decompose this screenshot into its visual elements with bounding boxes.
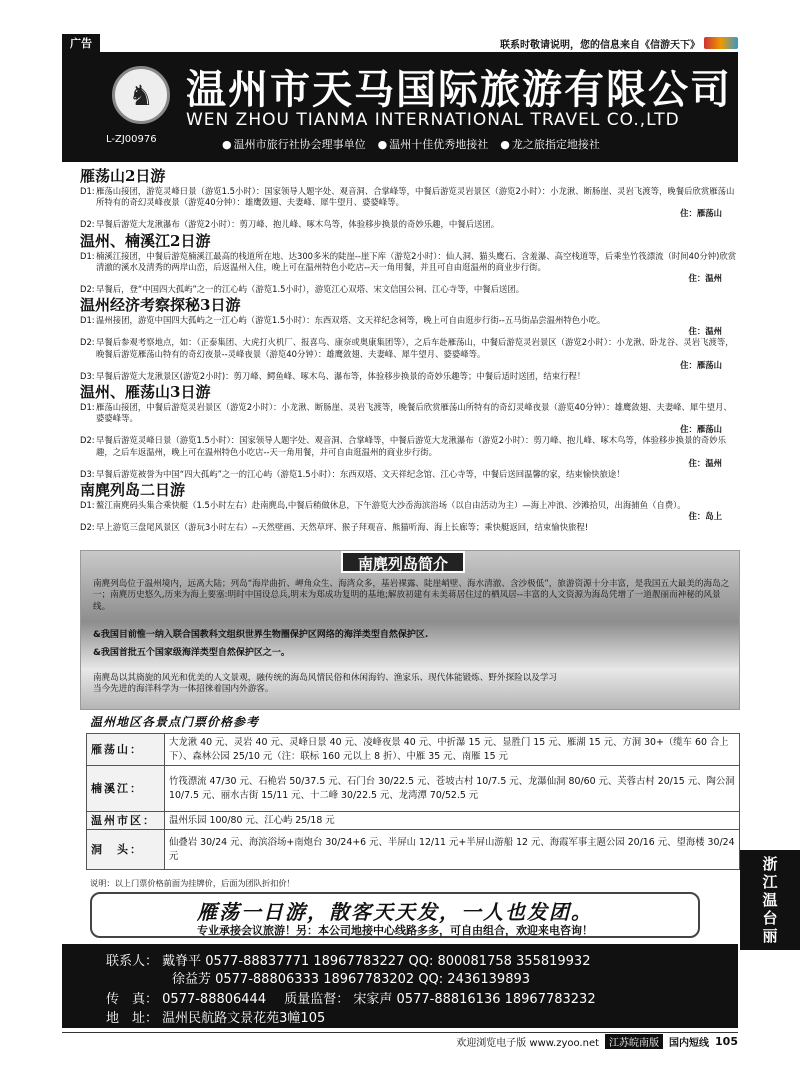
itinerary-title: 温州经济考察探秘3日游 [80, 296, 241, 315]
overnight-location: 住：温州 [688, 273, 722, 284]
price-table [86, 733, 740, 870]
overnight-location: 住：雁荡山 [680, 424, 722, 435]
contact-row [106, 988, 596, 1007]
price-cell: 仙叠岩 30/24 元、海滨浴场+南炮台 30/24+6 元、半屏山 12/11 元+半屏山游船 12 元、海霞军事主题公园 20/16 元、望海楼 30/24 元 [165, 830, 740, 870]
contact-person-2: 徐益芳 0577-88806333 18967783202 QQ: 2436139893 [172, 972, 531, 987]
itinerary-block [80, 167, 740, 231]
day-text: 早餐后游览大龙湫景区(游览2小时)：剪刀峰、鳄鱼峰、啄木鸟、瀑布等，体验移步换景的奇妙乐趣等；中餐后适时送团，结束行程！ [96, 370, 586, 381]
price-cell: 大龙湫 40 元、灵岩 40 元、灵峰日景 40 元、凌峰夜景 40 元、中折瀑 15 元、显胜门 15 元、雁湖 15 元、方洞 30+（缆车 60 合上下）、森林公园 25/10 元（注：联标 160 元以上 8 折）、中雁 35 元、南雁 15 元 [165, 734, 740, 766]
day-label: D1: [80, 315, 95, 326]
overnight-location: 住：岛上 [688, 511, 722, 522]
day-label: D2: [80, 435, 95, 446]
side-tab-char: 丽 [762, 927, 778, 945]
contact-row [106, 1007, 325, 1026]
price-cell: 温州乐园 100/80 元、江心屿 25/18 元 [165, 812, 740, 830]
table-row [87, 766, 740, 812]
day-label: D2: [80, 219, 95, 230]
address-label: 地 址： [106, 1011, 159, 1026]
table-row [87, 812, 740, 830]
day-label: D2: [80, 337, 95, 348]
price-title: 温州地区各景点门票价格参考 [90, 715, 260, 729]
day-label: D1: [80, 402, 95, 413]
day-text: 早上游览三盘尾风景区（游玩3小时左右）--天然壁画、天然草坪、猴子拜观音、熊猫听海、海上长廊等；乘快艇返回，结束愉快旅程! [96, 522, 589, 533]
ad-tag: 广告 [62, 34, 100, 52]
day-label: D2: [80, 522, 95, 533]
itinerary-block [80, 481, 740, 533]
itinerary-block [80, 232, 740, 296]
quality-contact: 宋家声 0577-88816136 18967783232 [353, 992, 596, 1007]
itinerary-day [80, 522, 740, 533]
license-number: L-ZJ00976 [106, 134, 157, 145]
day-text: 雁荡山接团，游览灵峰日景（游览1.5小时）：国家领导人题字处、观音洞、合掌峰等，中餐后游览灵岩景区（游览2小时）：小龙湫、断肠崖、灵岩飞渡等，晚餐后欣赏雁荡山所特有的奇幻灵峰夜景（游览40分钟）：雄鹰敛翅、夫妻峰、犀牛望月、婆婆峰等。 [96, 186, 735, 208]
area-cell: 楠溪江： [87, 766, 165, 812]
table-row [87, 830, 740, 870]
page-number: 105 [715, 1035, 738, 1048]
overnight-location: 住：温州 [688, 326, 722, 337]
contact-person-1: 戴脊平 0577-88837771 18967783227 QQ: 800081758 355819932 [162, 954, 591, 969]
company-name-cn: 温州市天马国际旅游有限公司 [186, 66, 732, 113]
day-text: 早餐后游览灵峰日景（游览1.5小时）：国家领导人题字处、观音洞、合掌峰等，中餐后游览大龙湫瀑布（游览2小时）：剪刀峰、抱儿峰、啄木鸟等，体验移步换景的奇妙乐趣，之后车返温州，晚上可在温州特色小吃店--天一角用餐，并可自由逛温州的商业步行街。 [96, 435, 727, 457]
day-label: D3: [80, 468, 95, 479]
itinerary-day [80, 315, 740, 326]
day-text: 早餐后游览大龙湫瀑布（游览2小时）：剪刀峰、抱儿峰、啄木鸟等，体验移步换景的奇妙乐趣，中餐后送团。 [96, 219, 500, 230]
credential-item: ● 温州十佳优秀地接社 [378, 136, 489, 152]
itinerary-day [80, 284, 740, 295]
company-header [62, 52, 738, 162]
contact-block [62, 944, 738, 1028]
fax-label: 传 真： [106, 992, 159, 1007]
nanji-feature: &我国目前惟一纳入联合国教科文组织世界生物圈保护区网络的海洋类型自然保护区. [93, 630, 429, 640]
price-cell: 竹筏漂流 47/30 元、石桅岩 50/37.5 元、石门台 30/22.5 元、苍坡古村 10/7.5 元、龙瀑仙洞 80/60 元、芙蓉古村 20/15 元、陶公洞 10/7.5 元、丽水古街 15/11 元、十二峰 30/22.5 元、龙湾潭 70/52.5 元 [165, 766, 740, 812]
source-note [500, 36, 738, 51]
day-text: 雁荡山接团，中餐后游览灵岩景区（游览2小时）：小龙湫、断肠崖、灵岩飞渡等，晚餐后欣赏雁荡山所特有的奇幻灵峰夜景（游览40分钟）：雄鹰敛翅、夫妻峰、犀牛望月、婆婆峰等。 [96, 402, 732, 424]
overnight-location: 住：雁荡山 [680, 359, 722, 370]
ebook-link[interactable]: 欢迎浏览电子版 www.zyoo.net [456, 1038, 600, 1049]
quality-label: 质量监督： [284, 992, 350, 1007]
itinerary-day [80, 435, 740, 457]
itinerary-day [80, 186, 740, 208]
day-text: 楠溪江接团，中餐后游览楠溪江最高的栈道所在地、达300多米的陡崖--崖下库（游览2小时）：仙人洞、猫头鹰石、含羞瀑、高空栈道等，后乘坐竹筏漂流（时间40分钟)欣赏清澈的溪水及清秀的两岸山峦，后返温州入住，晚上可在温州特色小吃店--天一角用餐，并且可自由逛温州的商业步行街。 [96, 250, 737, 272]
area-cell: 温州市区： [87, 812, 165, 830]
address: 温州民航路文景花苑3幢105 [162, 1011, 326, 1026]
contact-label: 联系人： [106, 954, 159, 969]
promo-headline: 雁荡一日游，散客天天发，一人也发团。 [197, 900, 593, 924]
day-text: 温州接团，游览中国四大孤屿之一江心屿（游览1.5小时）：东西双塔、文天祥纪念祠等，晚上可自由逛步行街--五马街品尝温州特色小吃。 [96, 315, 606, 326]
itinerary-block [80, 296, 740, 382]
section-name: 国内短线 [669, 1038, 710, 1049]
itinerary-day [80, 337, 740, 359]
day-label: D3: [80, 370, 95, 381]
day-text: 早餐后，登“中国四大孤屿”之一的江心屿（游览1.5小时），游览江心双塔、宋文信国公祠、江心寺等，中餐后送团。 [96, 284, 525, 295]
area-cell: 雁荡山： [87, 734, 165, 766]
promo-banner [90, 892, 700, 938]
side-tab-char: 浙 [762, 855, 778, 873]
promo-subline: 专业承接会议旅游！另：本公司地接中心线路多多，可自由组合，欢迎来电咨询！ [197, 924, 593, 937]
region-side-tab [740, 850, 800, 950]
nanji-title: 南麂列岛简介 [341, 551, 465, 573]
day-label: D1: [80, 500, 95, 511]
nanji-paragraph: 南麂列岛位于温州境内，远离大陆；列岛“海岸曲折、岬角众生、海湾众多，基岩裸露、陡崖峭壁、海水清澈、含沙极低”，旅游资源十分丰富，是我国五大最美的海岛之一；南麂历史悠久,历来为海上要塞:明时中国设总兵,明末为郑成功复明的基地;解放初建有未美蒋居住过的栖凤居--丰富的人文资源为海岛凭增了一道靓丽而神秘的风景线。 [93, 579, 730, 612]
itinerary-day [80, 469, 740, 480]
source-note-text: 联系时敬请说明，您的信息来自《信游天下》 [500, 39, 700, 51]
price-footnote: 说明：以上门票价格前面为挂牌价，后面为团队折扣价！ [90, 878, 295, 888]
edition-badge: 江苏皖南版 [605, 1034, 663, 1049]
company-name-en: WEN ZHOU TIANMA INTERNATIONAL TRAVEL CO.,LTD [186, 110, 680, 130]
side-tab-char: 台 [762, 909, 778, 927]
itinerary-list [80, 167, 740, 534]
nanji-feature: &我国首批五个国家级海洋类型自然保护区之一。 [93, 648, 290, 658]
day-label: D1: [80, 250, 95, 261]
itinerary-title: 雁荡山2日游 [80, 167, 166, 185]
side-tab-char: 江 [762, 873, 778, 891]
contact-row [106, 950, 590, 969]
bottom-bar [62, 1032, 738, 1050]
horse-emblem-icon: ♞ [112, 66, 170, 124]
fax-number: 0577-88806444 [162, 992, 267, 1007]
overnight-location: 住：温州 [688, 457, 722, 468]
day-label: D2: [80, 284, 95, 295]
itinerary-title: 温州、楠溪江2日游 [80, 231, 211, 250]
contact-row [172, 968, 530, 987]
itinerary-block [80, 383, 740, 480]
itinerary-day [80, 251, 740, 273]
credential-item: ● 温州市旅行社协会理事单位 [222, 136, 366, 152]
itinerary-day [80, 402, 740, 424]
day-text: 早餐后参观考察地点，如：（正泰集团、大虎打火机厂、报喜鸟、康奈或奥康集团等），之后车赴雁荡山，中餐后游览灵岩景区（游览2小时）：小龙湫、卧龙谷、灵岩飞渡等，晚餐后游览雁荡山特有的奇幻夜景--灵峰夜景（游览40分钟）：雄鹰敛翅、夫妻峰、犀牛望月、婆婆峰等。 [96, 337, 734, 359]
itinerary-title: 南麂列岛二日游 [80, 481, 186, 500]
itinerary-title: 温州、雁荡山3日游 [80, 383, 211, 402]
itinerary-day [80, 371, 740, 382]
itinerary-day [80, 219, 740, 230]
magazine-logo-icon [704, 37, 738, 49]
day-text: 早餐后游览被誉为中国“四大孤屿”之一的江心屿（游览1.5小时）：东西双塔、文天祥纪念馆、江心寺等，中餐后送回温馨的家，结束愉快旅途！ [96, 468, 625, 479]
day-text: 鳌江南麂码头集合乘快艇（1.5小时左右）赴南麂岛,中餐后稍做休息，下午游览大沙岙海滨浴场（以自由活动为主）—海上冲浪、沙滩拾贝，出海捕鱼（自费）。 [96, 500, 686, 511]
top-bar [62, 34, 738, 52]
credentials [222, 136, 600, 152]
day-label: D1: [80, 186, 95, 196]
nanji-intro-panel [80, 550, 740, 710]
side-tab-char: 温 [762, 891, 778, 909]
overnight-location: 住：雁荡山 [680, 208, 722, 219]
table-row [87, 734, 740, 766]
itinerary-day [80, 500, 740, 511]
area-cell: 洞 头： [87, 830, 165, 870]
nanji-paragraph: 南麂岛以其旖旎的风光和优美的人文景观，融传统的海岛风情民俗和休闲海钓、渔家乐、现代体能锻炼、野外探险以及学习当今先进的海洋科学为一体招徕着国内外游客。 [93, 673, 558, 695]
credential-item: ● 龙之旅指定地接社 [500, 136, 600, 152]
